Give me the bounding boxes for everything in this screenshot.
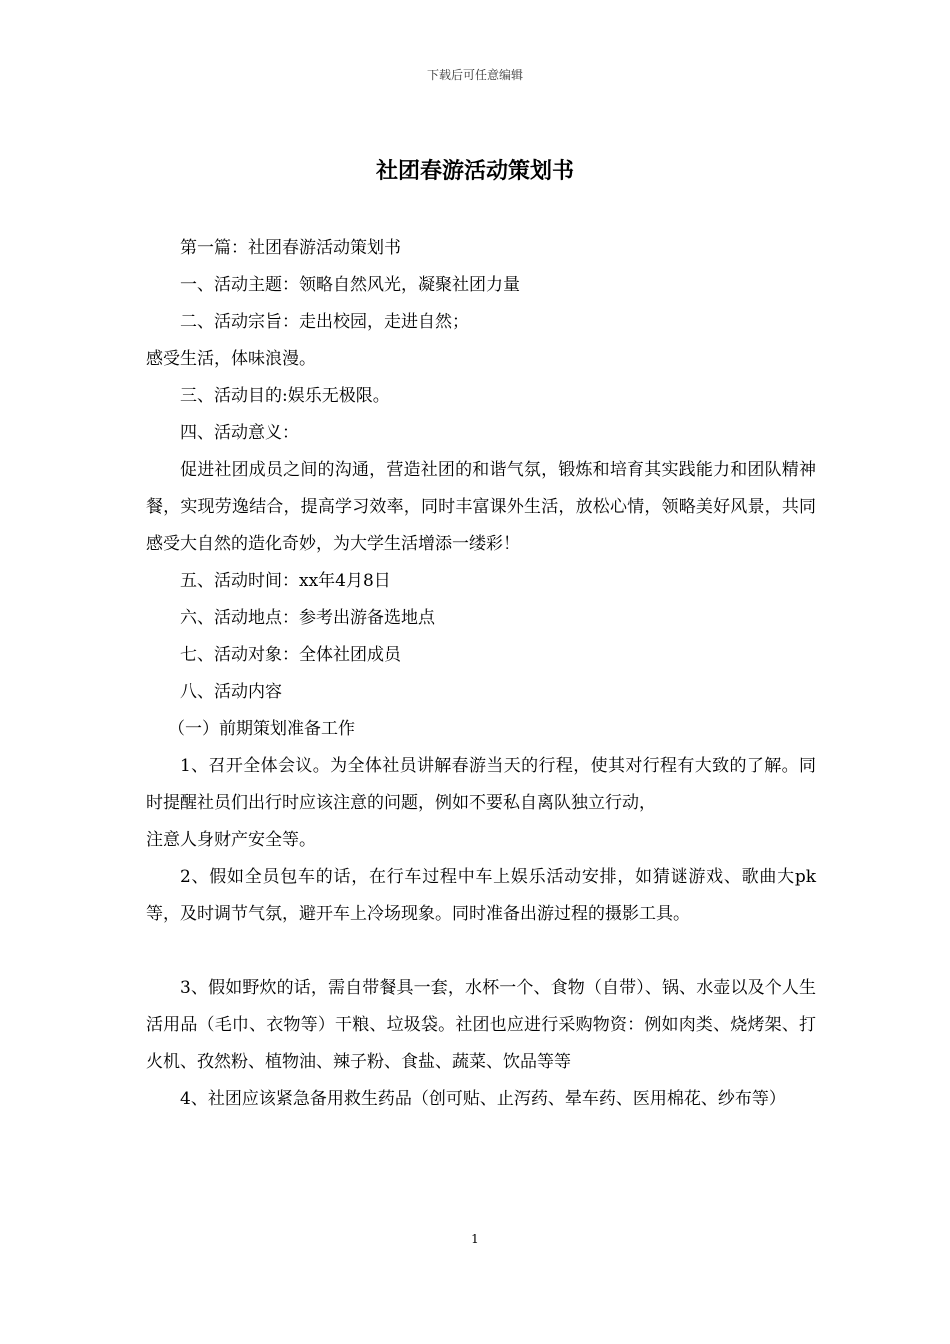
paragraph-item-2: 2、假如全员包车的话，在行车过程中车上娱乐活动安排，如猜谜游戏、歌曲大pk等，及时调节气氛，避开车上冷场现象。同时准备出游过程的摄影工具。 <box>146 867 816 924</box>
paragraph-significance-heading: 四、活动意义： <box>180 423 299 443</box>
paragraph-item-4: 4、社团应该紧急备用救生药品（创可贴、止泻药、晕车药、医用棉花、纱布等） <box>180 1089 786 1109</box>
paragraph-goal: 三、活动目的:娱乐无极限。 <box>180 386 390 406</box>
paragraph-purpose-cont: 感受生活，体味浪漫。 <box>146 349 316 369</box>
paragraph-purpose: 二、活动宗旨：走出校园，走进自然； <box>180 312 469 332</box>
paragraph-content-heading: 八、活动内容 <box>180 682 282 702</box>
paragraph-item-1-cont: 注意人身财产安全等。 <box>146 830 316 850</box>
document-body <box>146 230 816 1118</box>
paragraph-item-3: 3、假如野炊的话，需自带餐具一套，水杯一个、食物（自带）、锅、水壶以及个人生活用品（毛巾、衣物等）干粮、垃圾袋。社团也应进行采购物资：例如肉类、烧烤架、打火机、孜然粉、植物油、辣子粉、食盐、蔬菜、饮品等等 <box>146 978 816 1072</box>
paragraph-item-1: 1、召开全体会议。为全体社员讲解春游当天的行程，使其对行程有大致的了解。同时提醒社员们出行时应该注意的问题，例如不要私自离队独立行动， <box>146 756 816 813</box>
paragraph-location: 六、活动地点：参考出游备选地点 <box>180 608 435 628</box>
paragraph-significance: 促进社团成员之间的沟通，营造社团的和谐气氛，锻炼和培育其实践能力和团队精神餐，实现劳逸结合，提高学习效率，同时丰富课外生活，放松心情，领略美好风景，共同感受大自然的造化奇妙，为大学生活增添一缕彩！ <box>146 460 816 554</box>
paragraph-prep-heading: （一）前期策划准备工作 <box>168 719 355 739</box>
paragraph-time: 五、活动时间：xx年4月8日 <box>180 571 391 591</box>
paragraph-chapter-heading: 第一篇：社团春游活动策划书 <box>180 238 401 258</box>
document-title: 社团春游活动策划书 <box>375 158 574 184</box>
page-number: 1 <box>471 1232 479 1246</box>
page-header-note: 下载后可任意编辑 <box>426 68 523 82</box>
paragraph-participants: 七、活动对象：全体社团成员 <box>180 645 401 665</box>
paragraph-theme: 一、活动主题：领略自然风光，凝聚社团力量 <box>180 275 520 295</box>
